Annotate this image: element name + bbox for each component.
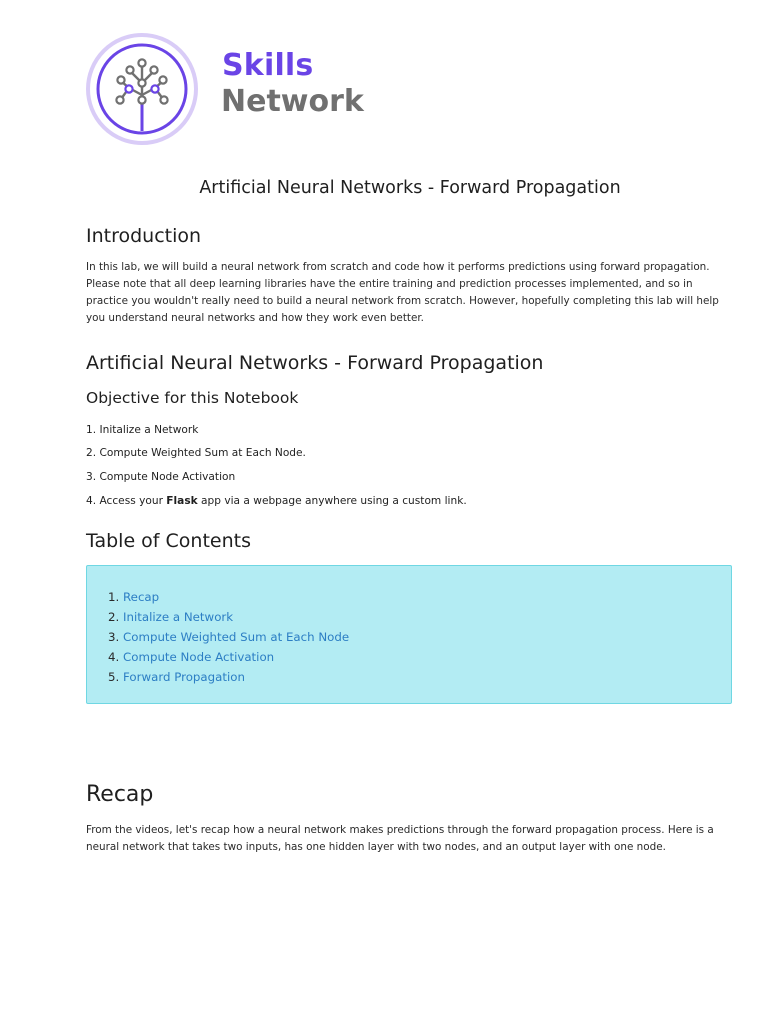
- objective-item-3: 3. Compute Node Activation: [86, 471, 236, 483]
- logo-text-network: Network: [221, 84, 364, 119]
- toc-item-number: 2.: [108, 610, 120, 624]
- objective-item-4-prefix: 4. Access your: [86, 495, 167, 507]
- toc-item: [108, 607, 349, 627]
- objective-item-4-bold: Flask: [166, 495, 198, 507]
- objectives-heading: Objective for this Notebook: [86, 389, 299, 407]
- toc-link-initialize-network[interactable]: Initalize a Network: [123, 610, 234, 624]
- recap-heading: Recap: [86, 782, 154, 807]
- toc-link-recap[interactable]: Recap: [123, 590, 160, 604]
- objective-item-4: [86, 494, 467, 508]
- toc-heading: Table of Contents: [86, 530, 251, 552]
- toc-item-number: 4.: [108, 650, 120, 664]
- objective-item-4-suffix: app via a webpage anywhere using a custom link.: [197, 495, 467, 507]
- skills-network-logo: [85, 33, 365, 145]
- toc-item-number: 3.: [108, 630, 120, 644]
- section-heading: Artificial Neural Networks - Forward Propagation: [86, 352, 544, 374]
- introduction-text: In this lab, we will build a neural network from scratch and code how it performs predictions using forward propagation. Please note that all deep learning libraries have the entire training and prediction processes implemented, and so in practice you wouldn't really need to build a neural network from scratch. However, hopefully completing this lab will help you understand neural networks and how they work even better.: [86, 261, 719, 324]
- toc-item: [108, 587, 349, 607]
- toc-item-number: 5.: [108, 670, 120, 684]
- toc-item: [108, 667, 349, 687]
- introduction-heading: Introduction: [86, 225, 202, 247]
- objective-item-1: 1. Initalize a Network: [86, 424, 199, 436]
- toc-list: [108, 587, 349, 687]
- toc-item-number: 1.: [108, 590, 120, 604]
- toc-link-weighted-sum[interactable]: Compute Weighted Sum at Each Node: [123, 630, 350, 644]
- recap-text: From the videos, let's recap how a neural network makes predictions through the forward propagation process. Here is a neural network that takes two inputs, has one hidden layer with two nodes, and an output layer with one node.: [86, 824, 714, 853]
- page-title: Artificial Neural Networks - Forward Propagation: [199, 178, 621, 198]
- tree-network-icon: [85, 33, 201, 145]
- toc-link-forward-propagation[interactable]: Forward Propagation: [123, 670, 245, 684]
- toc-item: [108, 627, 349, 647]
- logo-text-skills: Skills: [222, 48, 314, 83]
- toc-box: [86, 565, 732, 704]
- toc-item: [108, 647, 349, 667]
- objective-item-2: 2. Compute Weighted Sum at Each Node.: [86, 447, 306, 459]
- toc-link-node-activation[interactable]: Compute Node Activation: [123, 650, 275, 664]
